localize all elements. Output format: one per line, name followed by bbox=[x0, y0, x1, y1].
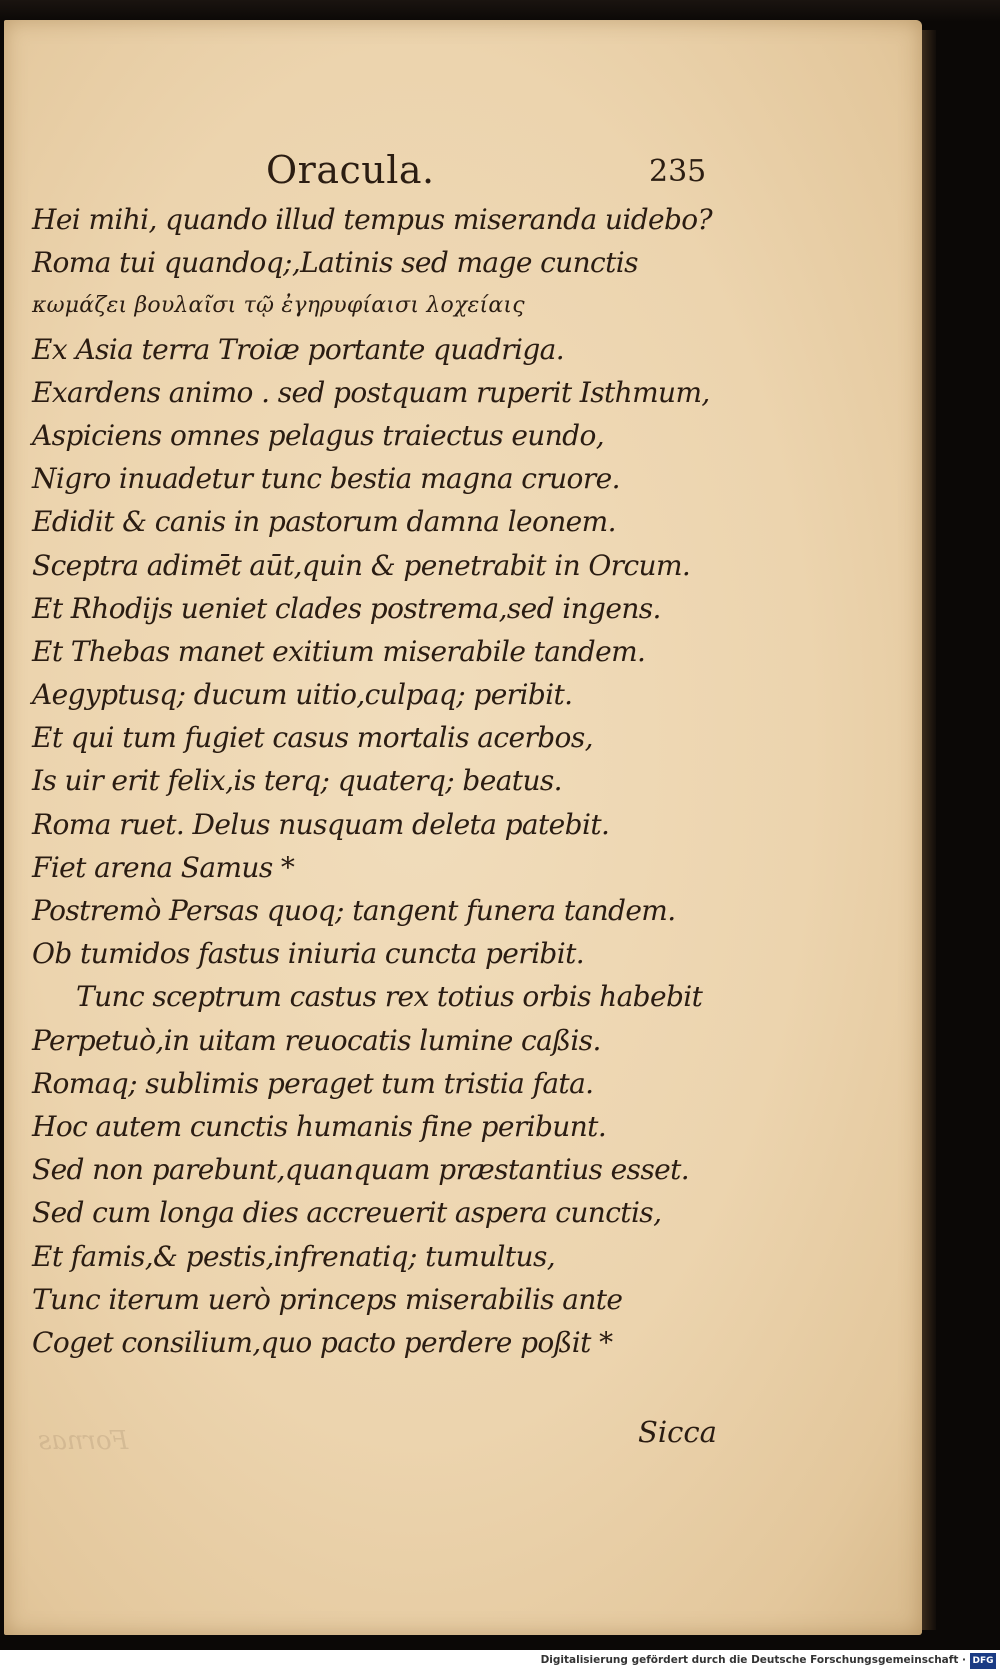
digitization-footer bbox=[0, 1650, 1000, 1674]
greek-verse-line: κωμάζει βουλαῖσι τῷ ἐγηρυφίαισι λοχείαις bbox=[32, 293, 525, 319]
verse-line: Aspiciens omnes pelagus traiectus eundo, bbox=[32, 418, 605, 452]
dfg-logo: DFG bbox=[970, 1653, 996, 1669]
catchword: Sicca bbox=[638, 1415, 717, 1449]
verse-line: Fiet arena Samus * bbox=[32, 850, 295, 884]
verse-line: Ob tumidos fastus iniuria cuncta peribit. bbox=[32, 937, 585, 971]
book-page bbox=[4, 20, 922, 1635]
verse-line: Et Thebas manet exitium miserabile tandem. bbox=[32, 634, 646, 668]
verse-line: Et famis,& pestis,infrenatiq; tumultus, bbox=[32, 1239, 556, 1273]
verse-line: Sed cum longa dies accreuerit aspera cunctis, bbox=[32, 1196, 662, 1230]
verse-line: Romaq; sublimis peraget tum tristia fata. bbox=[32, 1066, 594, 1100]
verse-line: Postremò Persas quoq; tangent funera tandem. bbox=[32, 894, 676, 927]
verse-line: Ex Asia terra Troiæ portante quadriga. bbox=[32, 332, 565, 366]
running-title: Oracula. bbox=[266, 148, 435, 192]
verse-line: Aegyptusq; ducum uitio,culpaq; peribit. bbox=[32, 678, 573, 712]
verse-line: Edidit & canis in pastorum damna leonem. bbox=[32, 505, 616, 539]
verse-block bbox=[32, 198, 732, 1364]
verse-line: Sed non parebunt,quanquam præstantius esset. bbox=[32, 1153, 690, 1187]
bleed-through-text: Fornas bbox=[38, 1426, 129, 1456]
verse-line: Hoc autem cunctis humanis fine peribunt. bbox=[32, 1109, 607, 1143]
verse-line: Perpetuò,in uitam reuocatis lumine caßis. bbox=[32, 1023, 601, 1057]
verse-line: Et qui tum fugiet casus mortalis acerbos, bbox=[32, 721, 593, 755]
verse-line: Tunc iterum uerò princeps miserabilis ante bbox=[32, 1282, 623, 1316]
verse-line: Roma ruet. Delus nusquam deleta patebit. bbox=[32, 807, 610, 841]
verse-line: Sceptra adimēt aūt,quin & penetrabit in Orcum. bbox=[32, 548, 691, 582]
page-number: 235 bbox=[649, 154, 707, 189]
funding-credit: Digitalisierung gefördert durch die Deutsche Forschungsgemeinschaft · bbox=[540, 1654, 966, 1666]
verse-line: Coget consilium,quo pacto perdere poßit * bbox=[32, 1325, 613, 1359]
verse-line: Nigro inuadetur tunc bestia magna cruore. bbox=[32, 462, 620, 496]
scan-top-edge bbox=[0, 0, 1000, 22]
page-header bbox=[4, 148, 922, 198]
verse-line: Exardens animo . sed postquam ruperit Isthmum, bbox=[32, 375, 710, 409]
verse-line: Hei mihi, quando illud tempus miseranda uidebo? bbox=[32, 203, 712, 236]
verse-line: Roma tui quandoq;,Latinis sed mage cunctis bbox=[32, 246, 638, 280]
page-fore-edge bbox=[922, 30, 936, 1630]
verse-line: Et Rhodijs ueniet clades postrema,sed ingens. bbox=[32, 591, 661, 625]
verse-line: Is uir erit felix,is terq; quaterq; beatus. bbox=[32, 764, 562, 798]
verse-line-indented: Tunc sceptrum castus rex totius orbis habebit bbox=[76, 980, 703, 1014]
